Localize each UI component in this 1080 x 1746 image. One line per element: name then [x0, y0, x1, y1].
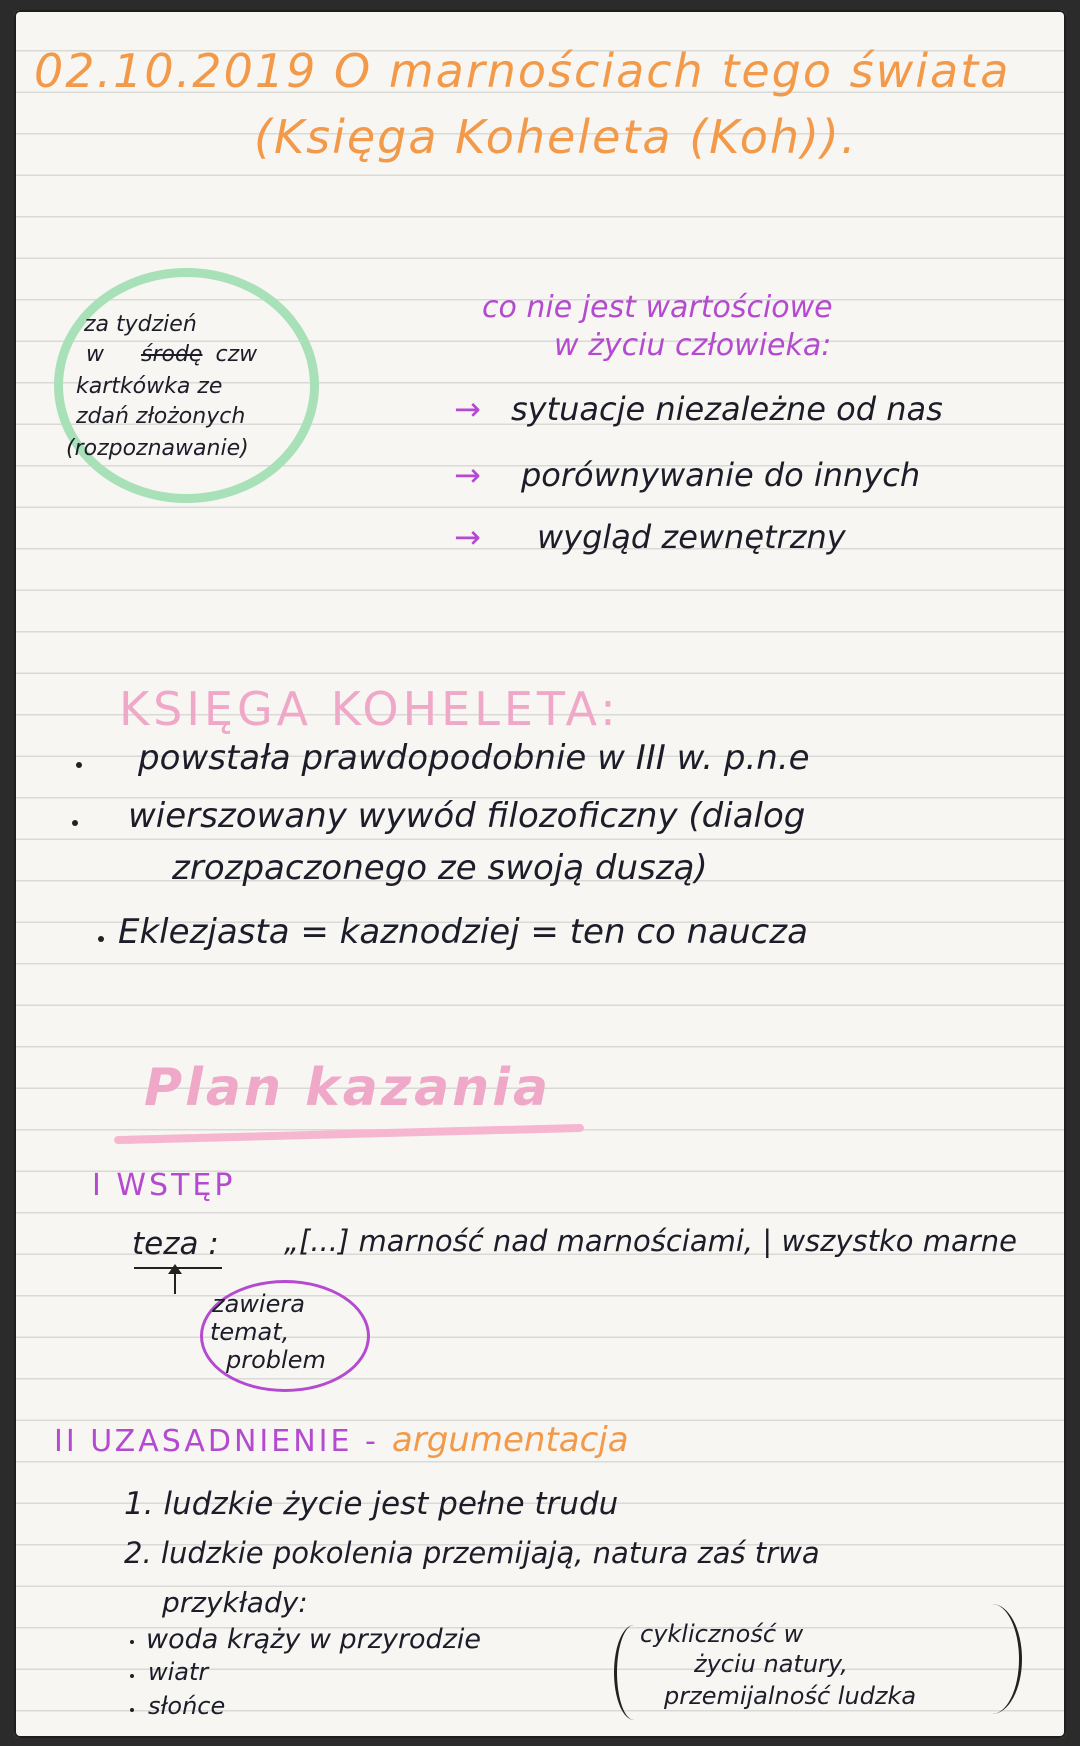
bullet-dot	[76, 762, 82, 768]
example-item-2: wiatr	[148, 1658, 209, 1686]
uzasadnienie-row	[54, 1420, 629, 1460]
side-note-line5: (rozpoznawanie)	[66, 436, 249, 461]
bullet-dot	[130, 1708, 134, 1712]
argument-point-2: 2. ludzkie pokolenia przemijają, natura zaś trwa	[124, 1536, 820, 1570]
example-item-1: woda krąży w przyrodzie	[146, 1624, 481, 1655]
teza-label: teza :	[132, 1226, 219, 1262]
circle-note-line1: zawiera	[212, 1290, 305, 1318]
side-note-line4: zdań złożonych	[76, 404, 246, 429]
values-item-1	[454, 390, 943, 428]
ksiega-bullet-2: wierszowany wywód filozoficzny (dialog	[128, 796, 806, 836]
uzasadnienie-tail: argumentacja	[391, 1420, 629, 1460]
values-question-line2: w życiu człowieka:	[554, 328, 832, 363]
values-item-text: sytuacje niezależne od nas	[510, 390, 943, 428]
examples-label: przykłady:	[162, 1586, 308, 1619]
ksiega-bullet-1: powstała prawdopodobnie w III w. p.n.e	[138, 738, 810, 778]
values-item-text: wygląd zewnętrzny	[536, 518, 846, 556]
ksiega-heading: KSIĘGA KOHELETA:	[119, 682, 620, 736]
side-remark-line2: życiu natury,	[694, 1650, 848, 1678]
bullet-dot	[72, 820, 78, 826]
plan-heading-underline	[114, 1124, 584, 1144]
side-remark-line1: cykliczność w	[640, 1620, 804, 1648]
values-item-2	[454, 456, 920, 494]
example-item-3: słońce	[148, 1692, 226, 1720]
notebook-page	[14, 10, 1066, 1738]
circle-note-line3: problem	[226, 1346, 326, 1374]
argument-point-1: 1. ludzkie życie jest pełne trudu	[124, 1486, 619, 1522]
values-item-text: porównywanie do innych	[520, 456, 921, 494]
arrow-right-icon: →	[454, 456, 481, 494]
circle-note-line2: temat,	[210, 1318, 290, 1346]
side-note-line2-suffix: czw	[215, 342, 258, 367]
values-item-3	[454, 518, 846, 556]
side-note-line3: kartkówka ze	[76, 374, 223, 399]
ksiega-bullet-2-cont: zrozpaczonego ze swoją duszą)	[172, 848, 708, 888]
ksiega-bullet-3: Eklezjasta = kaznodziej = ten co naucza	[118, 912, 808, 952]
values-question-line1: co nie jest wartościowe	[482, 290, 833, 325]
intro-label: I WSTĘP	[92, 1168, 236, 1203]
side-note-line1: za tydzień	[84, 312, 197, 337]
side-note-struck-word: środę	[141, 342, 203, 367]
teza-text: „[...] marność nad marnościami, | wszystko marne	[284, 1224, 1017, 1258]
side-note-line2-prefix: w	[86, 342, 104, 367]
plan-heading: Plan kazania	[144, 1058, 552, 1118]
side-note-line2	[86, 340, 257, 370]
uzasadnienie-label: II UZASADNIENIE -	[54, 1424, 379, 1459]
arrow-right-icon: →	[454, 518, 481, 556]
page-subtitle: (Księga Koheleta (Koh)).	[254, 110, 858, 164]
bullet-dot	[130, 1640, 134, 1644]
side-remark-line3: przemijalność ludzka	[664, 1682, 917, 1710]
bullet-dot	[98, 936, 104, 942]
right-parenthesis	[962, 1604, 1022, 1714]
arrow-up-icon	[168, 1264, 182, 1274]
arrow-right-icon: →	[454, 390, 481, 428]
page-title: 02.10.2019 O marnościach tego świata	[34, 44, 1011, 98]
bullet-dot	[130, 1674, 134, 1678]
